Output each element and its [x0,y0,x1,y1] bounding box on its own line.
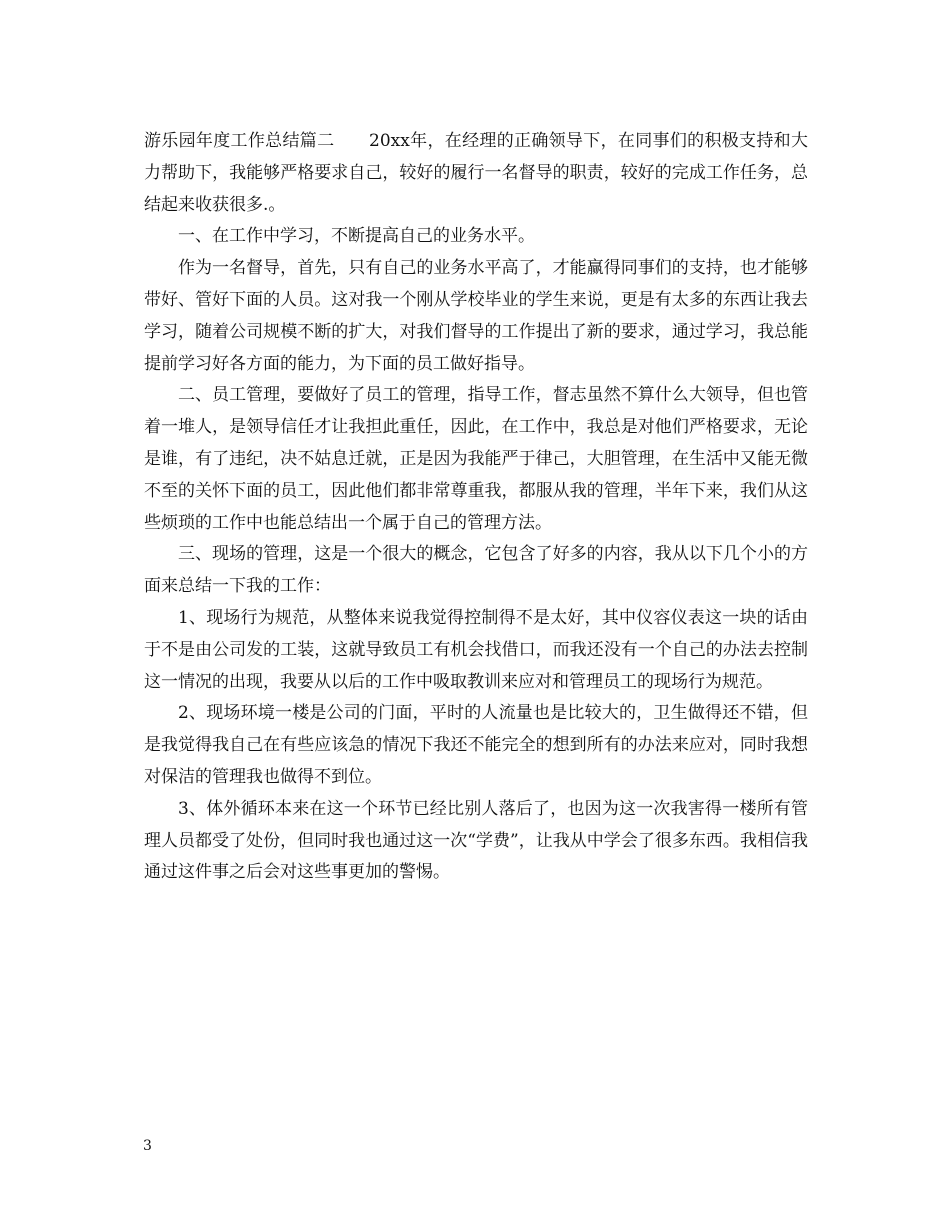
paragraph-1: 作为一名督导，首先，只有自己的业务水平高了，才能赢得同事们的支持，也才能够带好、管好下面的人员。这对我一个刚从学校毕业的学生来说，更是有太多的东西让我去学习，随着公司规模不断的扩大，对我们督导的工作提出了新的要求，通过学习，我总能提前学习好各方面的能力，为下面的员工做好指导。 [144,258,808,374]
paragraph-heading-1: 一、在工作中学习，不断提高自己的业务水平。 [178,226,535,247]
paragraph-intro: 游乐园年度工作总结篇二 20xx年，在经理的正确领导下，在同事们的积极支持和大力帮助下，我能够严格要求自己，较好的履行一名督导的职责，较好的完成工作任务，总结起来收获很多.。 [144,131,808,215]
paragraph-heading-2: 二、员工管理，要做好了员工的管理，指导工作，督志虽然不算什么大领导，但也管着一堆人，是领导信任才让我担此重任，因此，在工作中，我总是对他们严格要求，无论是谁，有了违纪，决不姑息迁就，正是因为我能严于律己，大胆管理，在生活中又能无微不至的关怀下面的员工，因此他们都非常尊重我，都服从我的管理，半年下来，我们从这些烦琐的工作中也能总结出一个属于自己的管理方法。 [144,385,808,533]
paragraph-heading-3: 三、现场的管理，这是一个很大的概念，它包含了好多的内容，我从以下几个小的方面来总结一下我的工作： [144,544,808,597]
page-number: 3 [143,1138,152,1154]
paragraph-item-3: 3、体外循环本来在这一个环节已经比别人落后了，也因为这一次我害得一楼所有管理人员都受了处份，但同时我也通过这一次“学费”，让我从中学会了很多东西。我相信我通过这件事之后会对这些事更加的警惕。 [144,798,808,883]
paragraph-item-1: 1、现场行为规范，从整体来说我觉得控制得不是太好，其中仪容仪表这一块的话由于不是由公司发的工装，这就导致员工有机会找借口，而我还没有一个自己的办法去控制这一情况的出现，我要从以后的工作中吸取教训来应对和管理员工的现场行为规范。 [144,607,808,692]
paragraph-item-2: 2、现场环境一楼是公司的门面，平时的人流量也是比较大的，卫生做得还不错，但是我觉得我自己在有些应该急的情况下我还不能完全的想到所有的办法来应对，同时我想对保洁的管理我也做得不到位。 [144,703,808,787]
document-body [144,126,808,889]
